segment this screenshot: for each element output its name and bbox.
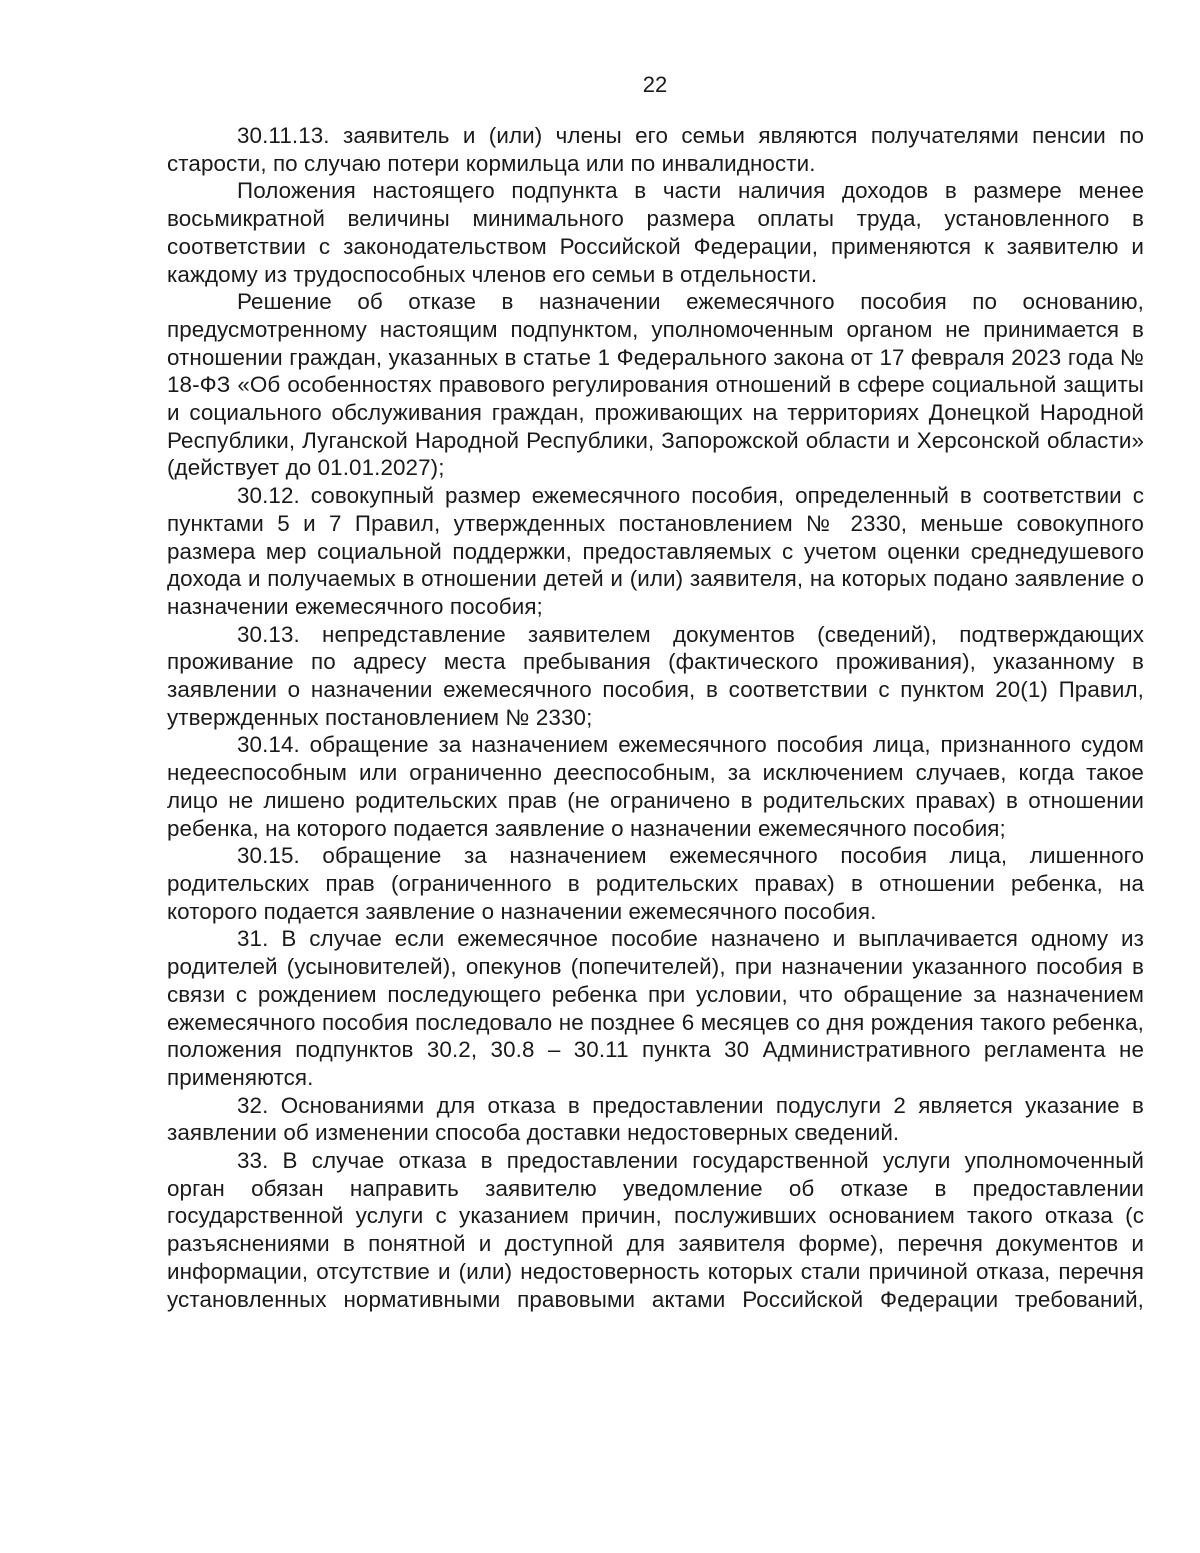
paragraph-30-14: 30.14. обращение за назначением ежемесячного пособия лица, признанного судом недееспособным или ограниченно дееспособным, за исключением случаев, когда такое лицо не лишено родительских прав (не ограничено в родительских правах) в отношении ребенка, на которого подается заявление о назначении ежемесячного пособия; (167, 732, 1144, 841)
page-number: 22 (642, 72, 668, 97)
paragraph-30-15: 30.15. обращение за назначением ежемесячного пособия лица, лишенного родительских прав (ограниченного в родительских правах) в отношении ребенка, на которого подается заявление о назначении ежемесячного пособия. (167, 843, 1144, 924)
paragraph-30-11-13: 30.11.13. заявитель и (или) члены его семьи являются получателями пенсии по старости, по случаю потери кормильца или по инвалидности. (167, 123, 1144, 176)
paragraph-30-12: 30.12. совокупный размер ежемесячного пособия, определенный в соответствии с пунктами 5 и 7 Правил, утвержденных постановлением № 2330, меньше совокупного размера мер социальной поддержки, предоставляемых с учетом оценки среднедушевого дохода и получаемых в отношении детей и (или) заявителя, на которых подано заявление о назначении ежемесячного пособия; (167, 483, 1144, 619)
paragraph-32: 32. Основаниями для отказа в предоставлении подуслуги 2 является указание в заявлении об изменении способа доставки недостоверных сведений. (167, 1092, 1144, 1146)
paragraph-33: 33. В случае отказа в предоставлении государственной услуги уполномоченный орган обязан направить заявителю уведомление об отказе в предоставлении государственной услуги с указанием причин, послуживших основанием такого отказа (с разъяснениями в понятной и доступной для заявителя форме), перечня документов и информации, отсутствие и (или) недостоверность которых стали причиной отказа, перечня установленных нормативными правовыми актами Российской Федерации требований, (167, 1148, 1144, 1312)
paragraph-refusal-decision: Решение об отказе в назначении ежемесячного пособия по основанию, предусмотренному настоящим подпунктом, уполномоченным органом не принимается в отношении граждан, указанных в статье 1 Федерального закона от 17 февраля 2023 года № 18-ФЗ «Об особенностях правового регулирования отношений в сфере социальной защиты и социального обслуживания граждан, проживающих на территориях Донецкой Народной Республики, Луганской Народной Республики, Запорожской области и Херсонской области» (действует до 01.01.2027); (167, 289, 1144, 481)
document-body (167, 122, 1144, 1313)
paragraph-31: 31. В случае если ежемесячное пособие назначено и выплачивается одному из родителей (усыновителей), опекунов (попечителей), при назначении указанного пособия в связи с рождением последующего ребенка при условии, что обращение за назначением ежемесячного пособия последовало не позднее 6 месяцев со дня рождения такого ребенка, положения подпунктов 30.2, 30.8 – 30.11 пункта 30 Административного регламента не применяются. (167, 926, 1144, 1090)
paragraph-30-13: 30.13. непредставление заявителем документов (сведений), подтверждающих проживание по адресу места пребывания (фактического проживания), указанному в заявлении о назначении ежемесячного пособия, в соответствии с пунктом 20(1) Правил, утвержденных постановлением № 2330; (167, 621, 1144, 730)
paragraph-provisions: Положения настоящего подпункта в части наличия доходов в размере менее восьмикратной величины минимального размера оплаты труда, установленного в соответствии с законодательством Российской Федерации, применяются к заявителю и каждому из трудоспособных членов его семьи в отдельности. (167, 178, 1144, 287)
